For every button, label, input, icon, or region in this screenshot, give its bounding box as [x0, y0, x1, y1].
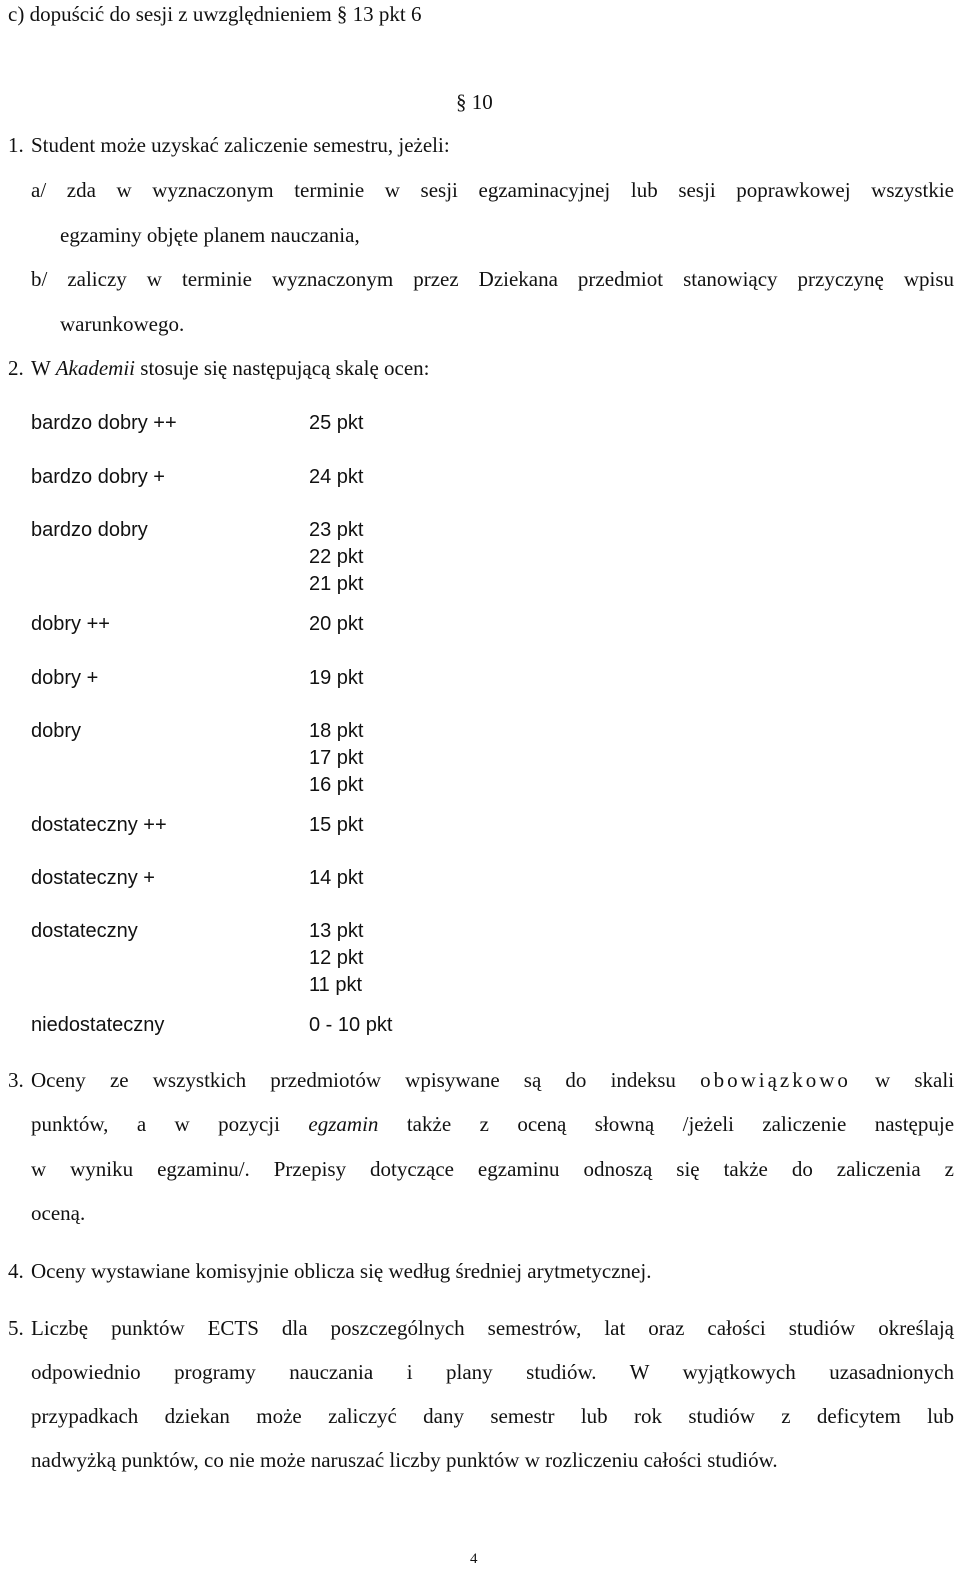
grade-points: 25 pkt — [309, 412, 364, 434]
emphasis-italic: egzamin — [308, 1112, 379, 1136]
grade-label: dobry — [31, 720, 82, 742]
paragraph-1-text: Student może uzyskać zaliczenie semestru, jeżeli: — [31, 133, 450, 157]
grade-points: 12 pkt — [309, 947, 364, 969]
paragraph-4-text: Oceny wystawiane komisyjnie oblicza się według średniej arytmetycznej. — [31, 1259, 652, 1283]
paragraph-1-item-b-line-2: warunkowego. — [60, 312, 185, 336]
grade-label: bardzo dobry + — [31, 466, 165, 488]
paragraph-1-item-a-line-2: egzaminy objęte planem nauczania, — [60, 223, 360, 247]
grade-points: 11 pkt — [309, 974, 362, 996]
paragraph-3-line-4: oceną. — [31, 1201, 86, 1225]
section-heading: § 10 — [456, 90, 493, 114]
paragraph-2-text: W Akademii stosuje się następującą skalę ocen: — [31, 356, 430, 380]
grade-label: bardzo dobry — [31, 519, 148, 541]
paragraph-5-line-3: przypadkach dziekan może zaliczyć dany semestr lub rok studiów z deficytem lub — [31, 1404, 954, 1428]
grade-points: 17 pkt — [309, 747, 364, 769]
grade-label: bardzo dobry ++ — [31, 412, 177, 434]
grade-label: niedostateczny — [31, 1014, 165, 1036]
emphasis-spaced: obowiązkowo — [700, 1068, 851, 1092]
grade-points: 20 pkt — [309, 613, 364, 635]
grade-points: 23 pkt — [309, 519, 364, 541]
paragraph-3-number: 3. — [8, 1068, 24, 1092]
paragraph-5-line-4: nadwyżką punktów, co nie może naruszać liczby punktów w rozliczeniu całości studiów. — [31, 1448, 778, 1472]
paragraph-1-item-b-line-1: b/ zaliczy w terminie wyznaczonym przez Dziekana przedmiot stanowiący przyczynę wpisu — [31, 267, 954, 291]
grade-label: dobry ++ — [31, 613, 110, 635]
paragraph-1-number: 1. — [8, 133, 24, 157]
grade-points: 16 pkt — [309, 774, 364, 796]
paragraph-1-item-a-line-1: a/ zda w wyznaczonym terminie w sesji egzaminacyjnej lub sesji poprawkowej wszystkie — [31, 178, 954, 202]
grade-points: 22 pkt — [309, 546, 364, 568]
grade-points: 0 - 10 pkt — [309, 1014, 393, 1036]
paragraph-3-line-3: w wyniku egzaminu/. Przepisy dotyczące egzaminu odnoszą się także do zaliczenia z — [31, 1157, 954, 1181]
paragraph-2-number: 2. — [8, 356, 24, 380]
top-line: c) dopuścić do sesji z uwzględnieniem § 13 pkt 6 — [8, 2, 422, 26]
paragraph-3-line-2: punktów, a w pozycji egzamin także z oceną słowną /jeżeli zaliczenie następuje — [31, 1112, 955, 1136]
paragraph-4-number: 4. — [8, 1259, 24, 1283]
paragraph-5-line-1: Liczbę punktów ECTS dla poszczególnych semestrów, lat oraz całości studiów określają — [31, 1316, 954, 1340]
grade-label: dobry + — [31, 667, 99, 689]
grade-points: 15 pkt — [309, 814, 364, 836]
grade-label: dostateczny — [31, 920, 138, 942]
grade-points: 19 pkt — [309, 667, 364, 689]
grade-points: 18 pkt — [309, 720, 364, 742]
grade-points: 13 pkt — [309, 920, 364, 942]
paragraph-3-line-1: Oceny ze wszystkich przedmiotów wpisywane są do indeksu obowiązkowo w skali — [31, 1068, 955, 1092]
paragraph-5-line-2: odpowiednio programy nauczania i plany studiów. W wyjątkowych uzasadnionych — [31, 1360, 954, 1384]
grade-points: 14 pkt — [309, 867, 364, 889]
paragraph-2-italic: Akademii — [55, 356, 136, 380]
grade-label: dostateczny ++ — [31, 814, 167, 836]
grade-label: dostateczny + — [31, 867, 155, 889]
grade-points: 21 pkt — [309, 573, 364, 595]
grade-points: 24 pkt — [309, 466, 364, 488]
page-number: 4 — [470, 1551, 478, 1567]
paragraph-5-number: 5. — [8, 1316, 24, 1340]
